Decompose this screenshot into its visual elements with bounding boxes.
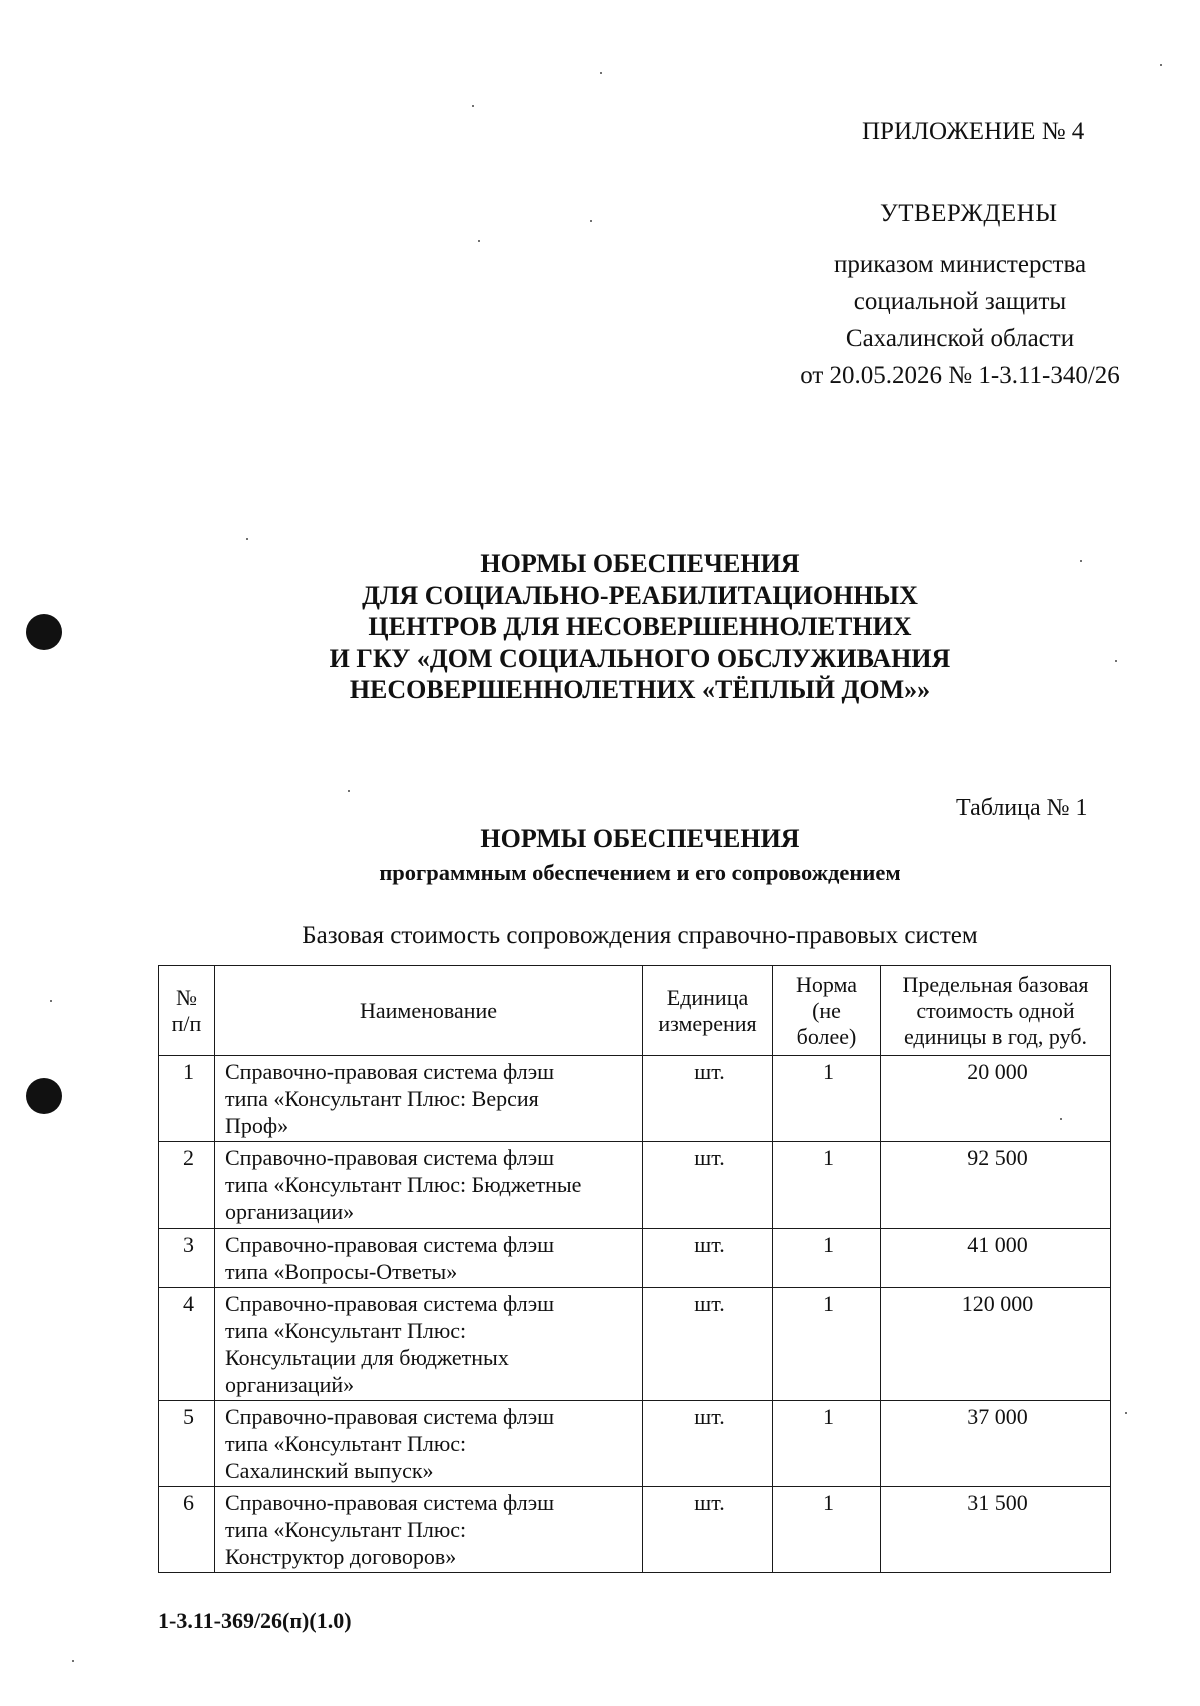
- row-price: 41 000: [881, 1229, 1111, 1288]
- row-number: 4: [159, 1288, 215, 1401]
- punch-hole-top: [26, 614, 62, 650]
- row-norm: 1: [773, 1288, 881, 1401]
- row-price: 37 000: [881, 1401, 1111, 1487]
- scan-speck: [348, 790, 350, 792]
- title-line: ДЛЯ СОЦИАЛЬНО-РЕАБИЛИТАЦИОННЫХ: [362, 580, 918, 610]
- document-title: [190, 548, 1090, 706]
- header-cell-price: Предельная базовая стоимость одной единицы в год, руб.: [881, 966, 1111, 1056]
- row-norm: 1: [773, 1401, 881, 1487]
- table-header-row: [159, 966, 1111, 1056]
- table-row: [159, 1142, 1111, 1229]
- header-cell-unit: Единица измерения: [643, 966, 773, 1056]
- row-name: Справочно-правовая система флэш типа «Консультант Плюс: Версия Проф»: [215, 1056, 643, 1142]
- approval-order-line: от 20.05.2026 № 1-3.11-340/26: [800, 362, 1120, 389]
- row-number: 6: [159, 1487, 215, 1573]
- row-name: Справочно-правовая система флэш типа «Консультант Плюс: Бюджетные организации»: [215, 1142, 643, 1229]
- row-unit: шт.: [643, 1056, 773, 1142]
- header-cell-norm: Норма (не более): [773, 966, 881, 1056]
- scan-speck: [1115, 660, 1117, 662]
- approved-label: УТВЕРЖДЕНЫ: [880, 200, 1058, 227]
- row-norm: 1: [773, 1229, 881, 1288]
- approval-line: Сахалинской области: [845, 325, 1075, 352]
- scan-speck: [590, 220, 592, 222]
- row-unit: шт.: [643, 1487, 773, 1573]
- title-line: ЦЕНТРОВ ДЛЯ НЕСОВЕРШЕННОЛЕТНИХ: [368, 612, 912, 641]
- annex-number: ПРИЛОЖЕНИЕ № 4: [862, 118, 1085, 145]
- row-unit: шт.: [643, 1288, 773, 1401]
- scan-speck: [246, 538, 248, 540]
- row-price: 31 500: [881, 1487, 1111, 1573]
- header-cell-number: № п/п: [159, 966, 215, 1056]
- row-norm: 1: [773, 1487, 881, 1573]
- title-line: НЕСОВЕРШЕННОЛЕТНИХ «ТЁПЛЫЙ ДОМ»»: [349, 675, 931, 704]
- row-number: 5: [159, 1401, 215, 1487]
- header-cell-name: Наименование: [215, 966, 643, 1056]
- norms-table: [158, 965, 1111, 1573]
- row-norm: 1: [773, 1056, 881, 1142]
- scan-speck: [478, 240, 480, 242]
- approval-line: приказом министерства: [833, 251, 1087, 278]
- table-row: [159, 1401, 1111, 1487]
- row-price: 20 000: [881, 1056, 1111, 1142]
- scan-speck: [600, 72, 602, 74]
- table-subheading: программным обеспечением и его сопровождением: [379, 860, 901, 885]
- row-number: 3: [159, 1229, 215, 1288]
- title-line: И ГКУ «ДОМ СОЦИАЛЬНОГО ОБСЛУЖИВАНИЯ: [329, 643, 951, 673]
- row-price: 92 500: [881, 1142, 1111, 1229]
- row-price: 120 000: [881, 1288, 1111, 1401]
- table-row: [159, 1288, 1111, 1401]
- row-unit: шт.: [643, 1229, 773, 1288]
- row-number: 1: [159, 1056, 215, 1142]
- table-number: Таблица № 1: [956, 795, 1088, 821]
- scan-speck: [50, 1000, 52, 1002]
- scan-speck: [1125, 1412, 1127, 1414]
- punch-hole-bottom: [26, 1078, 62, 1114]
- approval-line: социальной защиты: [853, 288, 1067, 315]
- table-heading: НОРМЫ ОБЕСПЕЧЕНИЯ: [480, 824, 800, 853]
- scan-speck: [1160, 64, 1162, 66]
- table-caption: Базовая стоимость сопровождения справочно-правовых систем: [302, 922, 978, 949]
- row-name: Справочно-правовая система флэш типа «Вопросы-Ответы»: [215, 1229, 643, 1288]
- scan-speck: [72, 1660, 74, 1662]
- table-row: [159, 1056, 1111, 1142]
- title-line: НОРМЫ ОБЕСПЕЧЕНИЯ: [480, 549, 800, 578]
- row-name: Справочно-правовая система флэш типа «Консультант Плюс: Конструктор договоров»: [215, 1487, 643, 1573]
- row-norm: 1: [773, 1142, 881, 1229]
- approval-block: [760, 246, 1160, 394]
- row-number: 2: [159, 1142, 215, 1229]
- table-row: [159, 1487, 1111, 1573]
- scan-speck: [472, 105, 474, 107]
- row-name: Справочно-правовая система флэш типа «Консультант Плюс: Сахалинский выпуск»: [215, 1401, 643, 1487]
- row-unit: шт.: [643, 1401, 773, 1487]
- row-unit: шт.: [643, 1142, 773, 1229]
- document-code: 1-3.11-369/26(п)(1.0): [158, 1608, 352, 1633]
- table-row: [159, 1229, 1111, 1288]
- row-name: Справочно-правовая система флэш типа «Консультант Плюс: Консультации для бюджетных организаций»: [215, 1288, 643, 1401]
